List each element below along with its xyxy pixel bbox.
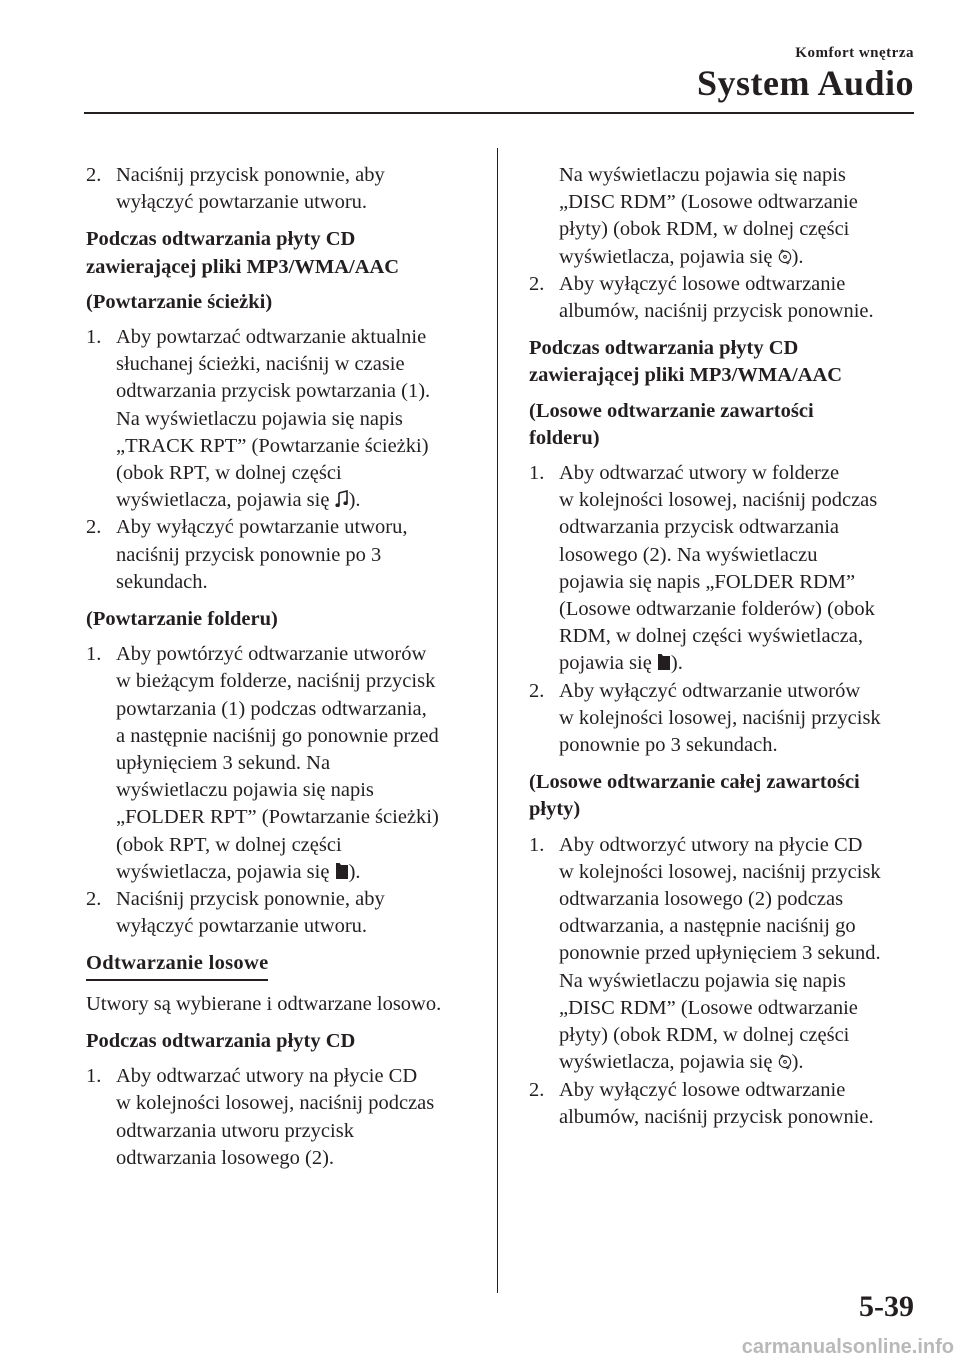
item-line: „DISC RDM” (Losowe odtwarzanie xyxy=(559,996,858,1019)
list-item xyxy=(529,460,921,678)
item-line: pojawia się napis „FOLDER RDM” xyxy=(559,570,856,593)
item-line: albumów, naciśnij przycisk ponownie. xyxy=(559,300,874,323)
item-line: upłynięciem 3 sekund. Na xyxy=(116,752,331,775)
item-line: Aby odtwarzać utwory w folderze xyxy=(559,462,840,485)
item-line: w bieżącym folderze, naciśnij przycisk xyxy=(116,670,436,693)
list-item xyxy=(86,162,476,216)
item-line: odtwarzania przycisk odtwarzania xyxy=(559,516,840,539)
item-line: wyświetlacza, pojawia się ). xyxy=(116,860,361,883)
folder-icon xyxy=(657,653,671,671)
list-item xyxy=(86,324,476,514)
item-line: ponownie przed upłynięciem 3 sekund. xyxy=(559,942,881,965)
list-item xyxy=(86,514,476,596)
item-line: słuchanej ścieżki, naciśnij w czasie xyxy=(116,353,405,376)
item-line: wyłączyć powtarzanie utworu. xyxy=(116,191,368,214)
subheading: Podczas odtwarzania płyty CD zawierającej pliki MP3/WMA/AAC xyxy=(529,337,843,387)
item-line: naciśnij przycisk ponownie po 3 xyxy=(116,543,382,566)
item-line: pojawia się ). xyxy=(559,652,683,675)
item-number: 2. xyxy=(529,272,545,295)
item-line: płyty) (obok RDM, w dolnej części xyxy=(559,1024,850,1047)
list-item xyxy=(529,832,921,1077)
item-line: wyświetlacza, pojawia się ). xyxy=(559,245,804,268)
disc-icon xyxy=(778,1052,792,1070)
item-line: Naciśnij przycisk ponownie, aby xyxy=(116,164,385,186)
item-line: w kolejności losowej, naciśnij przycisk xyxy=(559,860,881,883)
header-subtitle: Komfort wnętrza xyxy=(795,45,914,61)
list-item xyxy=(86,886,476,940)
subheading: Podczas odtwarzania płyty CD zawierającej pliki MP3/WMA/AAC xyxy=(86,228,400,278)
item-line: wyświetlaczu pojawia się napis xyxy=(116,779,374,802)
item-line: w kolejności losowej, naciśnij podczas xyxy=(116,1092,435,1115)
item-line: „TRACK RPT” (Powtarzanie ścieżki) xyxy=(116,434,429,457)
item-line: sekundach. xyxy=(116,570,208,593)
column-divider xyxy=(497,148,498,1293)
subheading: (Powtarzanie ścieżki) xyxy=(86,290,273,313)
item-line: Naciśnij przycisk ponownie, aby xyxy=(116,888,385,911)
item-number: 2. xyxy=(86,164,102,186)
item-number: 2. xyxy=(86,516,102,539)
continued-item xyxy=(559,162,921,271)
item-line: wyłączyć powtarzanie utworu. xyxy=(116,915,368,938)
item-line: powtarzania (1) podczas odtwarzania, xyxy=(116,697,427,720)
page-number: 5-39 xyxy=(859,1290,914,1323)
right-column xyxy=(529,162,921,1131)
item-number: 1. xyxy=(86,1065,102,1088)
subheading: (Losowe odtwarzanie całej zawartości płyty) xyxy=(529,771,860,821)
item-line: albumów, naciśnij przycisk ponownie. xyxy=(559,1105,874,1128)
item-line: odtwarzania losowego (2) podczas xyxy=(559,888,844,911)
item-line: RDM, w dolnej części wyświetlacza, xyxy=(559,625,863,648)
item-line: Na wyświetlaczu pojawia się napis xyxy=(559,969,846,992)
item-line: (Losowe odtwarzanie folderów) (obok xyxy=(559,598,875,621)
item-line: losowego (2). Na wyświetlaczu xyxy=(559,543,818,566)
item-line: (obok RPT, w dolnej części xyxy=(116,833,342,856)
folder-icon xyxy=(335,862,349,880)
item-number: 1. xyxy=(86,326,102,349)
disc-icon xyxy=(778,247,792,265)
item-line: płyty) (obok RDM, w dolnej części xyxy=(559,218,850,241)
subheading: Podczas odtwarzania płyty CD xyxy=(86,1029,356,1052)
item-line: odtwarzania utworu przycisk xyxy=(116,1119,354,1142)
item-number: 2. xyxy=(529,1078,545,1101)
subheading: (Powtarzanie folderu) xyxy=(86,608,278,631)
item-line: Aby powtórzyć odtwarzanie utworów xyxy=(116,643,427,666)
item-line: ponownie po 3 sekundach. xyxy=(559,734,778,757)
left-column xyxy=(86,162,476,1172)
watermark: carmanualsonline.info xyxy=(741,1336,954,1358)
item-line: odtwarzania, a następnie naciśnij go xyxy=(559,915,856,938)
item-line: „FOLDER RPT” (Powtarzanie ścieżki) xyxy=(116,806,439,829)
item-number: 2. xyxy=(529,679,545,702)
list-item xyxy=(529,1077,921,1131)
item-line: wyświetlacza, pojawia się ). xyxy=(116,489,361,512)
item-number: 2. xyxy=(86,888,102,911)
music-note-icon xyxy=(335,490,349,508)
item-line: odtwarzania losowego (2). xyxy=(116,1146,335,1169)
item-line: Aby wyłączyć odtwarzanie utworów xyxy=(559,679,861,702)
item-number: 1. xyxy=(529,462,545,485)
item-line: Na wyświetlaczu pojawia się napis xyxy=(559,164,846,186)
section-heading: Odtwarzanie losowe xyxy=(86,950,268,980)
item-line: w kolejności losowej, naciśnij przycisk xyxy=(559,706,881,729)
list-item xyxy=(86,1063,476,1172)
item-line: Aby wyłączyć losowe odtwarzanie xyxy=(559,272,846,295)
item-line: Na wyświetlaczu pojawia się napis xyxy=(116,407,403,430)
header-title: System Audio xyxy=(696,63,914,103)
item-number: 1. xyxy=(529,833,545,856)
item-line: w kolejności losowej, naciśnij podczas xyxy=(559,489,878,512)
list-item xyxy=(529,271,921,325)
item-line: wyświetlacza, pojawia się ). xyxy=(559,1051,804,1074)
list-item xyxy=(529,678,921,760)
item-line: Aby powtarzać odtwarzanie aktualnie xyxy=(116,326,427,349)
list-item xyxy=(86,641,476,886)
item-line: Aby wyłączyć powtarzanie utworu, xyxy=(116,516,408,539)
item-line: Aby wyłączyć losowe odtwarzanie xyxy=(559,1078,846,1101)
item-line: odtwarzania przycisk powtarzania (1). xyxy=(116,380,431,403)
item-number: 1. xyxy=(86,643,102,666)
paragraph: Utwory są wybierane i odtwarzane losowo. xyxy=(86,992,442,1015)
item-line: Aby odtworzyć utwory na płycie CD xyxy=(559,833,863,856)
item-line: „DISC RDM” (Losowe odtwarzanie xyxy=(559,191,858,214)
header-rule xyxy=(84,112,914,114)
subheading: (Losowe odtwarzanie zawartości folderu) xyxy=(529,399,814,449)
item-line: a następnie naciśnij go ponownie przed xyxy=(116,724,439,747)
item-line: (obok RPT, w dolnej części xyxy=(116,462,342,485)
item-line: Aby odtwarzać utwory na płycie CD xyxy=(116,1065,418,1088)
